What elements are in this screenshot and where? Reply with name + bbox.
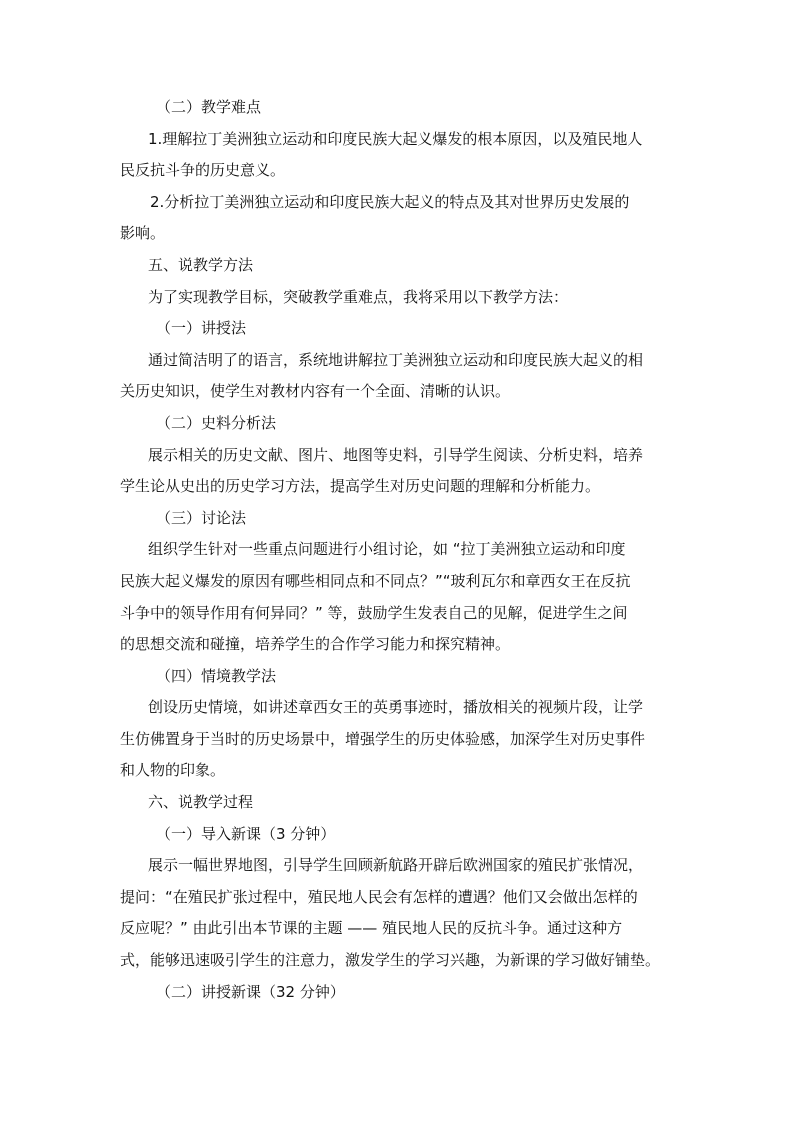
paragraph-line: 斗争中的领导作用有何异同？” 等，鼓励学生发表自己的见解，促进学生之间 xyxy=(120,603,628,622)
paragraph-line: 学生论从史出的历史学习方法，提高学生对历史问题的理解和分析能力。 xyxy=(120,477,601,496)
paragraph-line: 式，能够迅速吸引学生的注意力，激发学生的学习兴趣，为新课的学习做好铺垫。 xyxy=(120,951,661,970)
paragraph-line: 创设历史情境，如讲述章西女王的英勇事迹时，播放相关的视频片段，让学 xyxy=(148,698,644,717)
document-page xyxy=(120,92,680,1008)
paragraph-line: 民族大起义爆发的原因有哪些相同点和不同点？”“玻利瓦尔和章西女王在反抗 xyxy=(120,571,631,590)
paragraph-line: 关历史知识，使学生对教材内容有一个全面、清晰的认识。 xyxy=(120,382,511,401)
paragraph-line: 组织学生针对一些重点问题进行小组讨论，如 “拉丁美洲独立运动和印度 xyxy=(148,540,626,559)
paragraph-line: 提问：“在殖民扩张过程中，殖民地人民会有怎样的遭遇？他们又会做出怎样的 xyxy=(120,887,638,906)
paragraph-line: 生仿佛置身于当时的历史场景中，增强学生的历史体验感，加深学生对历史事件 xyxy=(120,729,646,748)
heading-discussion-method: （三）讨论法 xyxy=(156,508,247,527)
paragraph-line: 影响。 xyxy=(120,224,166,243)
paragraph-line: 展示相关的历史文献、图片、地图等史料，引导学生阅读、分析史料，培养 xyxy=(148,445,644,464)
paragraph-line: 为了实现教学目标，突破教学重难点，我将采用以下教学方法： xyxy=(148,287,569,306)
paragraph-line: 和人物的印象。 xyxy=(120,761,226,780)
paragraph-line: 展示一幅世界地图，引导学生回顾新航路开辟后欧洲国家的殖民扩张情况， xyxy=(148,856,644,875)
paragraph-line: 民反抗斗争的历史意义。 xyxy=(120,161,286,180)
paragraph-line: 反应呢？” 由此引出本节课的主题 —— 殖民地人民的反抗斗争。通过这种方 xyxy=(120,919,623,938)
paragraph-line: 的思想交流和碰撞，培养学生的合作学习能力和探究精神。 xyxy=(120,635,511,654)
heading-situational-method: （四）情境教学法 xyxy=(156,666,277,685)
heading-teaching-difficulties: （二）教学难点 xyxy=(156,98,262,116)
heading-introduction: （一）导入新课（3 分钟） xyxy=(156,824,336,843)
heading-source-analysis-method: （二）史料分析法 xyxy=(156,413,277,432)
heading-teaching-process: 六、说教学过程 xyxy=(148,793,254,812)
paragraph-line: 通过简洁明了的语言，系统地讲解拉丁美洲独立运动和印度民族大起义的相 xyxy=(148,350,644,369)
paragraph-line: 2.分析拉丁美洲独立运动和印度民族大起义的特点及其对世界历史发展的 xyxy=(150,192,630,211)
paragraph-line: 1.理解拉丁美洲独立运动和印度民族大起义爆发的根本原因，以及殖民地人 xyxy=(148,129,643,148)
heading-lecture-method: （一）讲授法 xyxy=(156,319,247,338)
heading-teaching-methods: 五、说教学方法 xyxy=(148,255,254,274)
heading-new-lesson: （二）讲授新课（32 分钟） xyxy=(156,982,345,1001)
